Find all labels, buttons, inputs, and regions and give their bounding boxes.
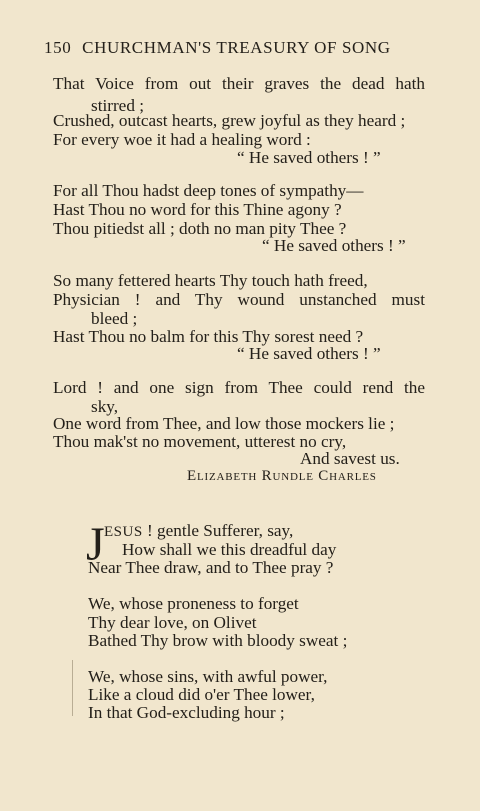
poem-line: bleed ; xyxy=(91,309,138,328)
poem-line: One word from Thee, and low those mockers lie ; xyxy=(53,414,395,433)
poem-refrain: “ He saved others ! ” xyxy=(237,344,381,363)
poem-line: For all Thou hadst deep tones of sympathy— xyxy=(53,181,364,200)
poem-line: Crushed, outcast hearts, grew joyful as they heard ; xyxy=(53,111,406,130)
poem-line: sky, xyxy=(91,397,119,416)
poem-line: Thou mak'st no movement, utterest no cry, xyxy=(53,432,347,451)
poem-line: Hast Thou no word for this Thine agony ? xyxy=(53,200,342,219)
drop-cap: J xyxy=(86,518,105,571)
running-header xyxy=(44,38,434,58)
poem-line: We, whose sins, with awful power, xyxy=(88,667,328,686)
poem-line: That Voice from out their graves the dead hath xyxy=(53,74,425,93)
poem-line: Thou pitiedst all ; doth no man pity Thee ? xyxy=(53,219,347,238)
margin-rule xyxy=(72,660,73,716)
poem-line: So many fettered hearts Thy touch hath freed, xyxy=(53,271,368,290)
author-attribution: Elizabeth Rundle Charles xyxy=(187,468,377,484)
poem-closing-line: And savest us. xyxy=(300,449,400,468)
poem-line: Like a cloud did o'er Thee lower, xyxy=(88,685,315,704)
poem-line: Lord ! and one sign from Thee could rend the xyxy=(53,378,425,397)
running-title: CHURCHMAN'S TREASURY OF SONG xyxy=(82,38,391,57)
poem-line: For every woe it had a healing word : xyxy=(53,130,311,149)
poem-line: Thy dear love, on Olivet xyxy=(88,613,257,632)
poem-line: Hast Thou no balm for this Thy sorest need ? xyxy=(53,327,364,346)
poem-line: Near Thee draw, and to Thee pray ? xyxy=(88,558,334,577)
poem-line: In that God-excluding hour ; xyxy=(88,703,285,722)
poem-line: We, whose proneness to forget xyxy=(88,594,299,613)
poem-line: How shall we this dreadful day xyxy=(122,540,337,559)
poem-line: Bathed Thy brow with bloody sweat ; xyxy=(88,631,348,650)
page-number: 150 xyxy=(44,38,72,57)
poem-line: stirred ; xyxy=(91,96,144,115)
poem-first-line: ESUS ! gentle Sufferer, say, xyxy=(104,521,294,540)
poem-refrain: “ He saved others ! ” xyxy=(237,148,381,167)
poem-refrain: “ He saved others ! ” xyxy=(262,236,406,255)
poem-line: Physician ! and Thy wound unstanched must xyxy=(53,290,425,309)
